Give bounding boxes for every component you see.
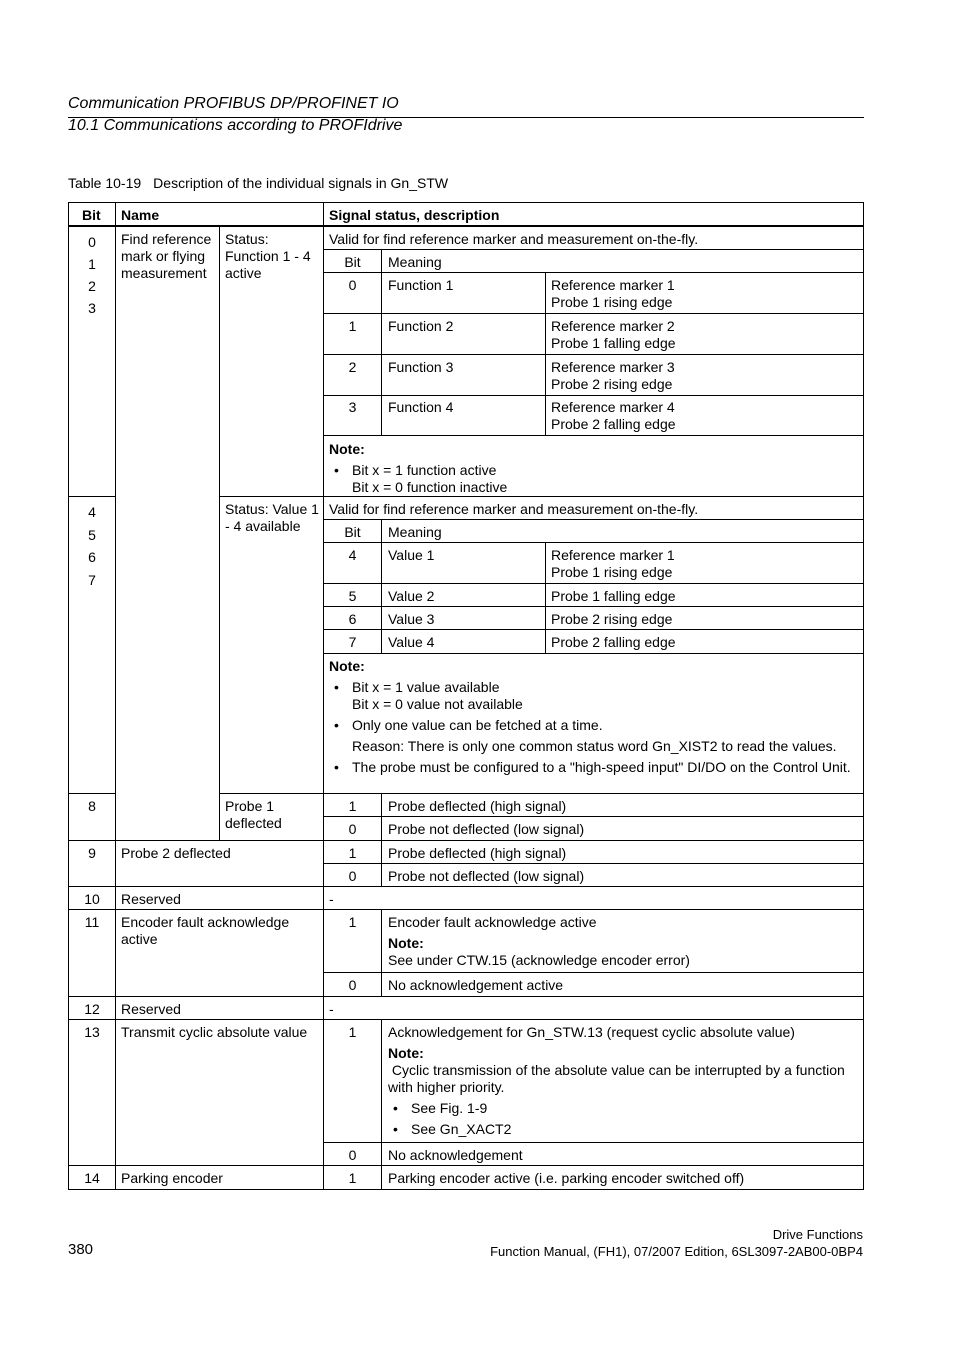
page-number: 380: [68, 1241, 94, 1258]
fn-desc: [551, 399, 676, 433]
table-line: [68, 225, 864, 227]
fn-desc-line: Probe 2 rising edge: [551, 376, 673, 392]
table-line: [381, 1019, 382, 1165]
val-name: Value 2: [388, 588, 435, 604]
table-line: [115, 202, 116, 1190]
note-label: Note:: [329, 658, 365, 674]
col-head-name: Name: [121, 207, 160, 223]
val-desc: Probe 1 falling edge: [551, 588, 676, 604]
table-line: [68, 793, 116, 794]
name-find-reference: Find reference mark or flying measurement: [121, 231, 212, 281]
table-line: [323, 313, 864, 314]
table-line: [68, 1019, 864, 1020]
bit-label: 0: [88, 234, 96, 250]
fn-name: Function 4: [388, 399, 454, 415]
bit-14: 14: [84, 1170, 100, 1186]
table-line: [68, 202, 69, 1190]
note-line: Bit x = 0 value not available: [352, 696, 523, 712]
reserved-10: Reserved: [121, 891, 181, 907]
table-line: [219, 226, 220, 840]
bit-label: 1: [88, 256, 96, 272]
probe2-one: 1: [348, 845, 357, 861]
bit-label: 6: [88, 549, 96, 565]
table-line: [68, 909, 864, 910]
table-line: [323, 519, 864, 520]
table-line: [323, 1142, 864, 1143]
footer-manual: Function Manual, (FH1), 07/2007 Edition, 6SL3097-2AB00-0BP4: [490, 1244, 863, 1259]
enc-one: 1: [348, 914, 357, 930]
table-line: [381, 519, 382, 654]
caption-number: Table 10-19: [68, 175, 142, 191]
note-reason: Reason: There is only one common status word Gn_XIST2 to read the values.: [352, 738, 837, 754]
ack13: Acknowledgement for Gn_STW.13 (request cyclic absolute value): [388, 1024, 795, 1040]
table-line: [68, 1165, 864, 1166]
table-line: [381, 1165, 382, 1190]
table-line: [323, 202, 324, 1190]
table-line: [68, 1189, 864, 1190]
bit-label: 3: [88, 300, 96, 316]
table-line: [323, 272, 864, 273]
note-label: Note:: [329, 441, 365, 457]
no-ack: No acknowledgement: [388, 1147, 523, 1163]
probe1-low: Probe not deflected (low signal): [388, 821, 585, 837]
note-item: [329, 462, 859, 496]
table-line: [545, 272, 546, 436]
fn-name: Function 1: [388, 277, 454, 293]
running-header-chapter: Communication PROFIBUS DP/PROFINET IO: [68, 95, 399, 112]
table-line: [323, 606, 864, 607]
probe2-high: Probe deflected (high signal): [388, 845, 567, 861]
bit-10: 10: [84, 891, 100, 907]
table-line: [323, 249, 864, 250]
sub-head-meaning: Meaning: [388, 254, 442, 270]
dash-12: -: [329, 1001, 334, 1017]
fn-desc: [551, 359, 675, 393]
table-line: [381, 793, 382, 840]
enc-fault-desc: [388, 914, 690, 969]
table-line: [68, 996, 864, 997]
table-line: [545, 542, 546, 654]
footer-doc: Drive Functions: [772, 1227, 863, 1242]
enc-note: See under CTW.15 (acknowledge encoder error): [388, 952, 690, 968]
col-head-signal: Signal status, description: [329, 207, 500, 223]
table-line: [68, 886, 864, 887]
dash-10: -: [329, 891, 334, 907]
note-item: • Only one value can be fetched at a time.: [329, 717, 859, 734]
probe1-name: Probe 1 deflected: [225, 798, 282, 831]
status-value: Status: Value 1 - 4 available: [225, 501, 319, 534]
fn-bit: 1: [348, 318, 357, 334]
transmit-zero: 0: [348, 1147, 357, 1163]
table-line: [323, 435, 864, 436]
fn-bit: 3: [348, 399, 357, 415]
table-line: [863, 202, 864, 1190]
bit-label: 7: [88, 571, 96, 588]
transmit-desc: [388, 1024, 858, 1138]
note13: Cyclic transmission of the absolute value can be interrupted by a function with higher priority.: [388, 1062, 849, 1095]
note-value: [329, 658, 859, 776]
probe2-zero: 0: [348, 868, 357, 884]
table-line: [323, 653, 864, 654]
see-item: • See Fig. 1-9: [388, 1100, 858, 1117]
note-item: [329, 679, 859, 713]
val-bit: 7: [348, 634, 357, 650]
parking-active: Parking encoder active (i.e. parking encoder switched off): [388, 1170, 745, 1186]
bit-12: 12: [84, 1001, 100, 1017]
note-label: Note:: [388, 1045, 424, 1061]
enc-fault-active: Encoder fault acknowledge active: [388, 914, 597, 930]
no-ack-active: No acknowledgement active: [388, 977, 564, 993]
bit-11: 11: [84, 914, 100, 930]
note-label: Note:: [388, 935, 424, 951]
fn-desc-line: Probe 1 falling edge: [551, 335, 676, 351]
note-list: [329, 462, 859, 496]
probe1-zero: 0: [348, 821, 357, 837]
val-name: Value 4: [388, 634, 435, 650]
note-function: [329, 441, 859, 496]
valid-text-2: Valid for find reference marker and measurement on-the-fly.: [329, 501, 699, 517]
val-bit: 4: [348, 547, 357, 563]
table-line: [381, 909, 382, 996]
val-name: Value 1: [388, 547, 435, 563]
parking-one: 1: [348, 1170, 357, 1186]
bit-13: 13: [84, 1024, 100, 1040]
sub-head-bit-2: Bit: [344, 524, 361, 540]
val-desc: [551, 547, 675, 581]
transmit-name: Transmit cyclic absolute value: [121, 1024, 308, 1040]
bits-0-3: [75, 231, 109, 319]
table-caption: [68, 175, 448, 191]
fn-name: Function 3: [388, 359, 454, 375]
reserved-12: Reserved: [121, 1001, 181, 1017]
fn-bit: 2: [348, 359, 357, 375]
fn-desc-line: Probe 1 rising edge: [551, 294, 673, 310]
val-desc-line: Reference marker 1: [551, 547, 675, 563]
fn-desc-line: Reference marker 2: [551, 318, 675, 334]
see-list: [388, 1100, 858, 1138]
note-list: [329, 679, 859, 734]
parking-name: Parking encoder: [121, 1170, 223, 1186]
valid-text: Valid for find reference marker and measurement on-the-fly.: [329, 231, 699, 247]
probe2-name: Probe 2 deflected: [121, 845, 231, 861]
fn-name: Function 2: [388, 318, 454, 334]
note-item: • The probe must be configured to a "high-speed input" DI/DO on the Control Unit.: [329, 759, 859, 776]
fn-desc: [551, 318, 676, 352]
probe1-high: Probe deflected (high signal): [388, 798, 567, 814]
table-line: [323, 354, 864, 355]
running-header-section: 10.1 Communications according to PROFIdrive: [68, 117, 403, 134]
table-line: [323, 816, 864, 817]
see-item: • See Gn_XACT2: [388, 1121, 858, 1138]
fn-bit: 0: [348, 277, 357, 293]
fn-desc-line: Reference marker 1: [551, 277, 675, 293]
transmit-one: 1: [348, 1024, 357, 1040]
sub-head-bit: Bit: [344, 254, 361, 270]
enc-zero: 0: [348, 977, 357, 993]
table-line: [381, 840, 382, 887]
table-line: [219, 496, 864, 497]
sub-head-meaning-2: Meaning: [388, 524, 442, 540]
table-line: [323, 863, 864, 864]
note-line: • Bit x = 1 function active: [352, 462, 497, 478]
bit-label: 4: [88, 504, 96, 520]
val-desc-line: Probe 1 rising edge: [551, 564, 673, 580]
status-function: Status: Function 1 - 4 active: [225, 231, 311, 281]
fn-desc-line: Reference marker 4: [551, 399, 675, 415]
val-bit: 6: [348, 611, 357, 627]
bits-4-7: [75, 501, 109, 591]
table-line: [381, 249, 382, 436]
val-bit: 5: [348, 588, 357, 604]
enc-fault-name: Encoder fault acknowledge active: [121, 914, 290, 947]
bit-label: 2: [88, 278, 96, 294]
probe1-one: 1: [348, 798, 357, 814]
table-line: [68, 496, 116, 497]
table-line: [219, 793, 864, 794]
note-list: [329, 759, 859, 776]
note-line: • Bit x = 1 value available: [352, 679, 500, 695]
bit-label: 5: [88, 526, 96, 543]
bit-8: 8: [88, 798, 96, 814]
table-line: [323, 583, 864, 584]
caption-title: Description of the individual signals in Gn_STW: [153, 175, 449, 191]
table-line: [323, 972, 864, 973]
col-head-bit: Bit: [82, 207, 101, 223]
table-line: [68, 840, 864, 841]
table-line: [323, 629, 864, 630]
fn-desc-line: Reference marker 3: [551, 359, 675, 375]
val-desc: Probe 2 falling edge: [551, 634, 676, 650]
probe2-low: Probe not deflected (low signal): [388, 868, 585, 884]
table-line: [68, 202, 864, 203]
note-line: Bit x = 0 function inactive: [352, 479, 508, 495]
table-line: [323, 542, 864, 543]
val-desc: Probe 2 rising edge: [551, 611, 673, 627]
fn-desc: [551, 277, 675, 311]
val-name: Value 3: [388, 611, 435, 627]
bit-9: 9: [88, 845, 96, 861]
table-line: [323, 395, 864, 396]
fn-desc-line: Probe 2 falling edge: [551, 416, 676, 432]
